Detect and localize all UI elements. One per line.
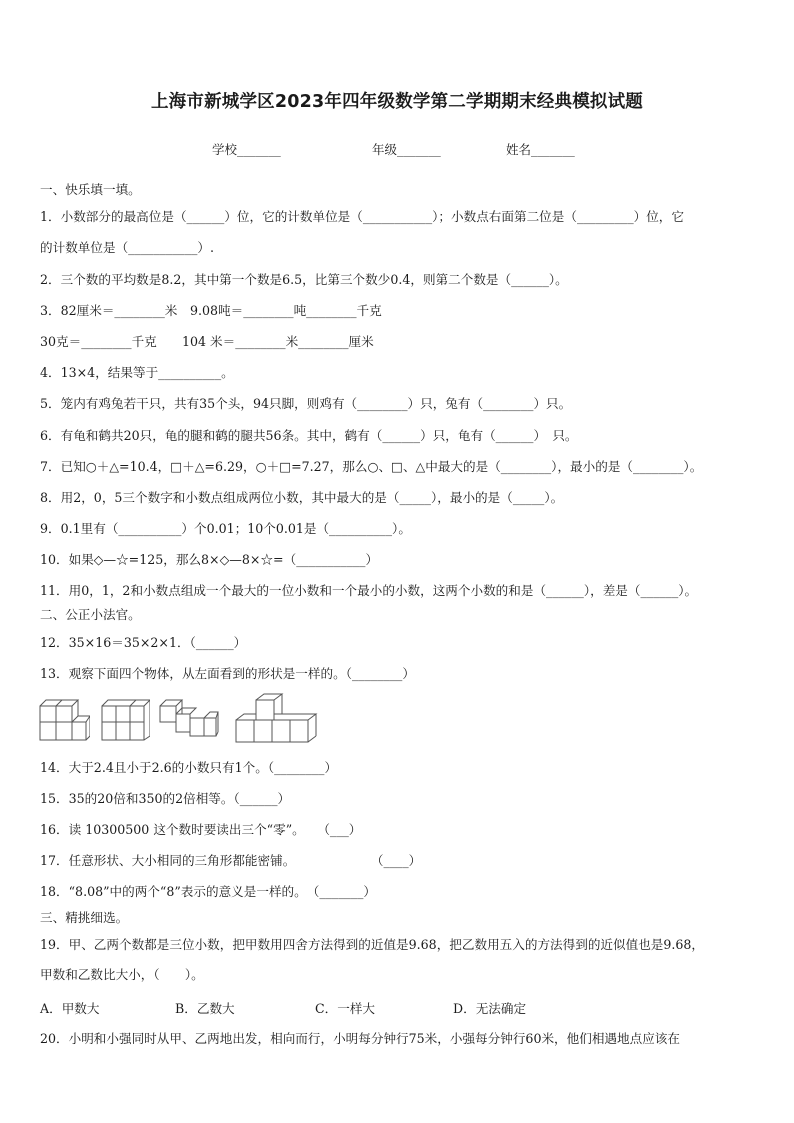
question-line: 3．82厘米＝________米 9.08吨＝________吨________千克 — [40, 303, 382, 318]
question-line: 10．如果◇—☆=125，那么8×◇—8×☆=（___________） — [40, 552, 379, 567]
section-heading: 二、公正小法官。 — [40, 607, 141, 622]
question-line: 17．任意形状、大小相同的三角形都能密铺。 （____） — [40, 853, 422, 868]
question-line: 7．已知○＋△=10.4，□＋△=6.29，○＋□=7.27，那么○、□、△中最大的是（________），最小的是（________）。 — [40, 459, 703, 474]
question-line: 14．大于2.4且小于2.6的小数只有1个。（________） — [40, 760, 338, 775]
option-d: D．无法确定 — [453, 1001, 527, 1016]
cube-figures — [36, 688, 336, 748]
option-a: A．甲数大 — [40, 1001, 100, 1016]
option-c: C．一样大 — [315, 1001, 376, 1016]
question-line: 甲数和乙数比大小，（ ）。 — [40, 967, 204, 982]
question-line: 12．35×16＝35×2×1．（______） — [40, 635, 247, 650]
question-line: 6．有龟和鹤共20只，龟的腿和鹤的腿共56条。其中，鹤有（______）只，龟有（______） 只。 — [40, 428, 578, 443]
question-line: 13．观察下面四个物体，从左面看到的形状是一样的。（________） — [40, 666, 415, 681]
cube-figure-4 — [234, 688, 322, 746]
cube-figure-3 — [158, 688, 220, 744]
question-line: 1．小数部分的最高位是（______）位，它的计数单位是（___________）；小数点右面第二位是（_________）位，它 — [40, 209, 684, 224]
name-field: 姓名_______ — [506, 142, 575, 157]
question-line: 11．用0，1，2和小数点组成一个最大的一位小数和一个最小的小数，这两个小数的和是（______），差是（______）。 — [40, 583, 698, 598]
question-line: 4．13×4，结果等于__________。 — [40, 365, 234, 380]
school-field: 学校_______ — [212, 142, 281, 157]
cube-figure-1 — [38, 688, 90, 744]
question-line: 8．用2，0，5三个数字和小数点组成两位小数，其中最大的是（_____），最小的是（_____）。 — [40, 490, 564, 505]
question-line: 20．小明和小强同时从甲、乙两地出发，相向而行，小明每分钟行75米，小强每分钟行60米，他们相遇地点应该在 — [40, 1031, 680, 1046]
question-line: 9．0.1里有（__________）个0.01；10个0.01是（__________）。 — [40, 521, 411, 536]
question-line: 16．读 10300500 这个数时要读出三个“零”。 （___） — [40, 822, 362, 837]
cube-figure-2 — [98, 688, 150, 744]
page-title: 上海市新城学区2023年四年级数学第二学期期末经典模拟试题 — [150, 92, 643, 112]
section-heading: 一、快乐填一填。 — [40, 182, 141, 197]
question-line: 15．35的20倍和350的2倍相等。（______） — [40, 791, 291, 806]
question-line: 18．“8.08”中的两个“8”表示的意义是一样的。 （_______） — [40, 884, 376, 899]
question-line: 30克＝________千克 104 米＝________米________厘米 — [40, 334, 374, 349]
option-b: B．乙数大 — [175, 1001, 235, 1016]
section-heading: 三、精挑细选。 — [40, 910, 129, 925]
grade-field: 年级_______ — [372, 142, 441, 157]
question-line: 5．笼内有鸡兔若干只，共有35个头，94只脚，则鸡有（________）只，兔有（________）只。 — [40, 396, 572, 411]
question-line: 19．甲、乙两个数都是三位小数，把甲数用四舍方法得到的近值是9.68，把乙数用五入的方法得到的近似值也是9.68， — [40, 937, 705, 952]
question-line: 的计数单位是（___________）. — [40, 240, 215, 255]
question-line: 2．三个数的平均数是8.2，其中第一个数是6.5，比第三个数少0.4，则第二个数是（______）。 — [40, 272, 568, 287]
